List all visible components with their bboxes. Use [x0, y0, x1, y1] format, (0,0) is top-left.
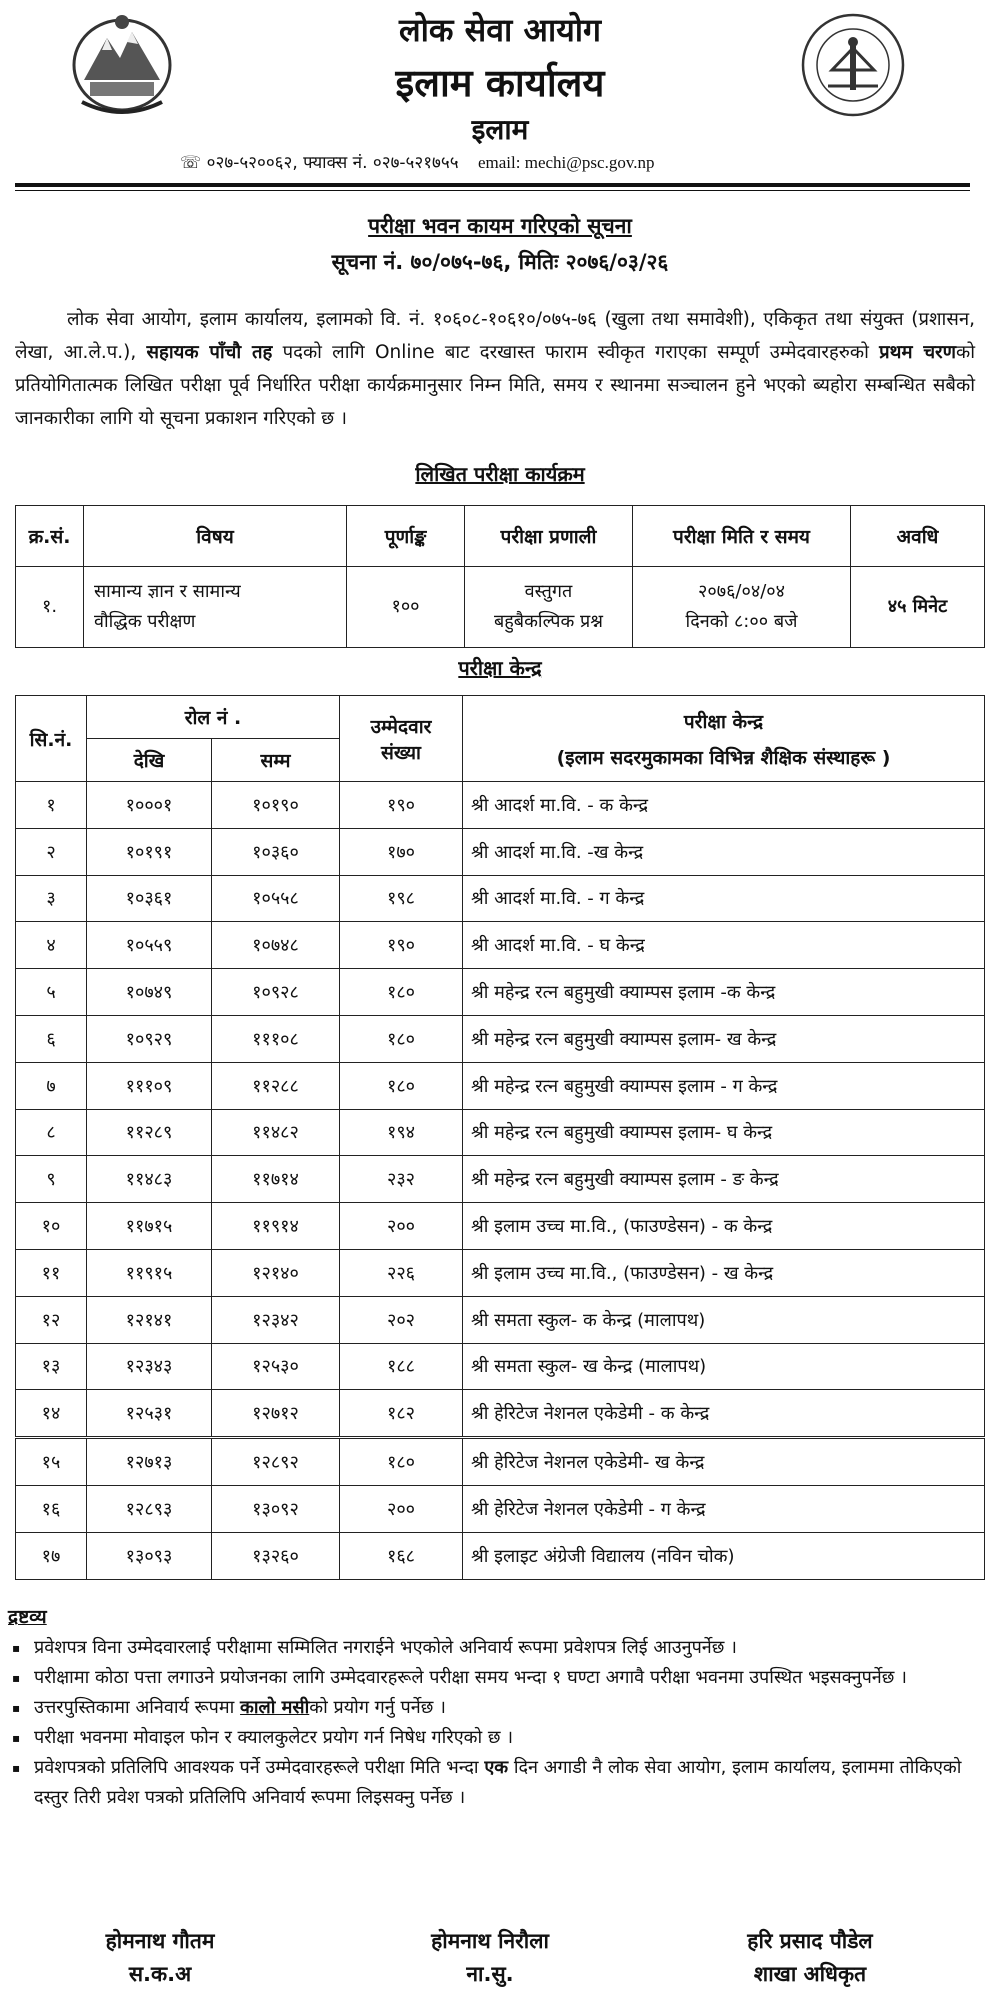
cell-candidate-count: १८०	[340, 1062, 463, 1109]
col-roll-to: सम्म	[212, 739, 340, 782]
intro-post-level: सहायक पाँचौ तह	[146, 342, 273, 363]
cell-roll-to: १०९२८	[212, 969, 340, 1016]
cell-sn: १३	[16, 1343, 87, 1390]
cell-sn: ३	[16, 875, 87, 922]
table-row	[16, 969, 985, 1016]
cell-roll-from: १२८९३	[87, 1485, 212, 1532]
cell-exam-center: श्री आदर्श मा.वि. - घ केन्द्र	[463, 922, 985, 969]
cell-sn: १२	[16, 1296, 87, 1343]
cell-exam-center: श्री महेन्द्र रत्न बहुमुखी क्याम्पस इलाम- घ केन्द्र	[463, 1109, 985, 1156]
intro-text: लोक सेवा आयोग, इलाम कार्यालय, इलामको वि. नं. १०६०८-१०६१०/०७५-७६ (खुला तथा समावेशी), एकिकृत तथा संयुक्त (प्रशासन, लेखा, आ.ले.प.),	[15, 309, 975, 363]
col-exam-center	[463, 696, 985, 782]
office-location: इलाम	[471, 113, 529, 146]
col-roll-from: देखि	[87, 739, 212, 782]
cell-exam-date-time	[633, 567, 851, 648]
cell-roll-from: १०९२९	[87, 1015, 212, 1062]
cell-candidate-count: २००	[340, 1203, 463, 1250]
cell-sn: ६	[16, 1015, 87, 1062]
cell-sn: १	[16, 782, 87, 829]
cell-roll-to: १११०८	[212, 1015, 340, 1062]
col-exam-date-time: परीक्षा मिति र समय	[633, 506, 851, 567]
cell-exam-center: श्री समता स्कुल- क केन्द्र (मालापथ)	[463, 1296, 985, 1343]
table-row	[16, 1343, 985, 1390]
cell-roll-to: १२१४०	[212, 1249, 340, 1296]
cell-exam-system	[465, 567, 633, 648]
cell-candidate-count: २०२	[340, 1296, 463, 1343]
cell-sn: ५	[16, 969, 87, 1016]
table-row	[16, 1203, 985, 1250]
exam-time: दिनको ८:०० बजे	[685, 611, 798, 632]
cell-full-marks: १००	[347, 567, 465, 648]
cell-candidate-count: १९८	[340, 875, 463, 922]
cell-roll-to: १२३४२	[212, 1296, 340, 1343]
cell-roll-to: १३२६०	[212, 1532, 340, 1579]
table-header-row	[16, 696, 985, 739]
note-item	[8, 1693, 978, 1723]
cell-candidate-count: १९०	[340, 922, 463, 969]
count-header-line: संख्या	[381, 741, 421, 764]
intro-text: को प्रतियोगितात्मक लिखित परीक्षा पूर्व निर्धारित परीक्षा कार्यक्रमानुसार निम्न मिति, समय र स्थानमा सञ्चालन हुने भएको ब्यहोरा सम्बन्धित सबैको जानकारीका लागि यो सूचना प्रकाशन गरिएको छ ।	[15, 342, 976, 429]
cell-roll-from: ११२८९	[87, 1109, 212, 1156]
cell-roll-from: १११०९	[87, 1062, 212, 1109]
cell-sn: ४	[16, 922, 87, 969]
table-row	[16, 875, 985, 922]
notice-number-date: सूचना नं. ७०/०७५-७६, मितिः २०७६/०३/२६	[331, 250, 669, 274]
note-item: ▪ परीक्षामा कोठा पत्ता लगाउने प्रयोजनका लागि उम्मेदवारहरूले परीक्षा समय भन्दा १ घण्टा अगावै परीक्षा भवनमा उपस्थित भइसक्नुपर्नेछ ।	[8, 1663, 978, 1693]
table-row	[16, 1109, 985, 1156]
cell-roll-from: ११७१५	[87, 1203, 212, 1250]
system-line: वस्तुगत	[524, 581, 573, 602]
telephone-icon: ☏	[180, 153, 202, 173]
cell-duration: ४५ मिनेट	[851, 567, 985, 648]
notice-title: परीक्षा भवन कायम गरिएको सूचना	[368, 214, 632, 238]
count-header-line: उम्मेदवार	[370, 715, 432, 738]
table-row	[16, 1438, 985, 1486]
signature-block	[60, 1925, 260, 1991]
cell-roll-to: १०५५८	[212, 875, 340, 922]
notes-list	[8, 1633, 978, 1813]
table-row	[16, 782, 985, 829]
signatory-name: होमनाथ गौतम	[105, 1929, 215, 1953]
cell-roll-to: ११९१४	[212, 1203, 340, 1250]
cell-sn: १.	[16, 567, 84, 648]
cell-roll-from: ११४८३	[87, 1156, 212, 1203]
table-row	[16, 1015, 985, 1062]
signatory-title: शाखा अधिकृत	[753, 1962, 867, 1986]
cell-sn: १४	[16, 1390, 87, 1438]
cell-roll-to: १०१९०	[212, 782, 340, 829]
cell-roll-to: १२८९२	[212, 1438, 340, 1486]
table-row	[16, 1156, 985, 1203]
col-subject: विषय	[84, 506, 347, 567]
cell-exam-center: श्री इलाम उच्च मा.वि., (फाउण्डेसन) - ख केन्द्र	[463, 1249, 985, 1296]
notes-title: द्रष्टव्य	[8, 1606, 47, 1628]
cell-sn: १५	[16, 1438, 87, 1486]
cell-roll-from: १२१४१	[87, 1296, 212, 1343]
cell-candidate-count: १९०	[340, 782, 463, 829]
office-name: इलाम कार्यालय	[395, 61, 605, 105]
cell-exam-center: श्री आदर्श मा.वि. - क केन्द्र	[463, 782, 985, 829]
cell-subject	[84, 567, 347, 648]
cell-exam-center: श्री हेरिटेज नेशनल एकेडेमी- ख केन्द्र	[463, 1438, 985, 1486]
note-emphasis: कालो मसी	[240, 1697, 310, 1718]
cell-roll-to: १२५३०	[212, 1343, 340, 1390]
signature-block	[700, 1925, 920, 1991]
col-duration: अवधि	[851, 506, 985, 567]
table-row	[16, 1296, 985, 1343]
cell-roll-from: ११९१५	[87, 1249, 212, 1296]
subject-line: वौद्धिक परीक्षण	[94, 611, 196, 632]
cell-candidate-count: २३२	[340, 1156, 463, 1203]
cell-exam-center: श्री समता स्कुल- ख केन्द्र (मालापथ)	[463, 1343, 985, 1390]
cell-candidate-count: १८२	[340, 1390, 463, 1438]
phone-fax: ०२७-५२००६२, फ्याक्स नं. ०२७-५२१७५५	[206, 153, 459, 173]
cell-roll-from: १०००१	[87, 782, 212, 829]
cell-candidate-count: २२६	[340, 1249, 463, 1296]
cell-roll-from: १२७१३	[87, 1438, 212, 1486]
cell-exam-center: श्री महेन्द्र रत्न बहुमुखी क्याम्पस इलाम - ङ केन्द्र	[463, 1156, 985, 1203]
cell-roll-from: १०५५९	[87, 922, 212, 969]
cell-sn: १०	[16, 1203, 87, 1250]
cell-roll-to: १०३६०	[212, 828, 340, 875]
table-row	[16, 922, 985, 969]
cell-sn: १७	[16, 1532, 87, 1579]
table-row	[16, 828, 985, 875]
table-row	[16, 567, 985, 648]
cell-roll-to: १०७४८	[212, 922, 340, 969]
cell-candidate-count: १७०	[340, 828, 463, 875]
cell-roll-from: १०३६१	[87, 875, 212, 922]
written-exam-table	[15, 505, 985, 648]
cell-sn: ११	[16, 1249, 87, 1296]
intro-phase: प्रथम चरण	[879, 342, 957, 363]
subject-line: सामान्य ज्ञान र सामान्य	[94, 581, 241, 602]
cell-sn: ९	[16, 1156, 87, 1203]
cell-sn: ८	[16, 1109, 87, 1156]
cell-candidate-count: १८०	[340, 1015, 463, 1062]
note-item: ▪ प्रवेशपत्र विना उम्मेदवारलाई परीक्षामा सम्मिलित नगराईने भएकोले अनिवार्य रूपमा प्रवेशपत्र लिई आउनुपर्नेछ ।	[8, 1633, 978, 1663]
cell-sn: ७	[16, 1062, 87, 1109]
note-text: प्रवेशपत्रको प्रतिलिपि आवश्यक पर्ने उम्मेदवारहरूले परीक्षा मिति भन्दा	[34, 1757, 485, 1778]
cell-roll-to: १३०९२	[212, 1485, 340, 1532]
col-candidate-count	[340, 696, 463, 782]
cell-candidate-count: १९४	[340, 1109, 463, 1156]
cell-candidate-count: १८०	[340, 1438, 463, 1486]
cell-exam-center: श्री इलाम उच्च मा.वि., (फाउण्डेसन) - क केन्द्र	[463, 1203, 985, 1250]
cell-exam-center: श्री आदर्श मा.वि. -ख केन्द्र	[463, 828, 985, 875]
signatory-name: हरि प्रसाद पौडेल	[747, 1929, 873, 1953]
col-sn: क्र.सं.	[16, 506, 84, 567]
email-address: email: mechi@psc.gov.np	[477, 153, 655, 172]
signatory-title: स.क.अ	[128, 1962, 192, 1986]
exam-centers-title: परीक्षा केन्द्र	[458, 656, 542, 680]
cell-exam-center: श्री महेन्द्र रत्न बहुमुखी क्याम्पस इलाम -क केन्द्र	[463, 969, 985, 1016]
exam-date: २०७६/०४/०४	[697, 581, 785, 602]
center-header-line: (इलाम सदरमुकामका विभिन्न शैक्षिक संस्थाहरू )	[556, 746, 891, 769]
table-row	[16, 1249, 985, 1296]
col-full-marks: पूर्णाङ्क	[347, 506, 465, 567]
cell-exam-center: श्री हेरिटेज नेशनल एकेडेमी - ग केन्द्र	[463, 1485, 985, 1532]
cell-roll-from: १०७४९	[87, 969, 212, 1016]
note-item	[8, 1753, 978, 1813]
cell-roll-from: १२५३१	[87, 1390, 212, 1438]
note-text: दिन अगाडी नै लोक सेवा आयोग, इलाम कार्यालय, इलाममा तोकिएको दस्तुर तिरी प्रवेश पत्रको प्रतिलिपि अनिवार्य रूपमा लिइसक्नु पर्नेछ ।	[34, 1757, 962, 1808]
signatory-name: होमनाथ निरौला	[431, 1929, 549, 1953]
cell-roll-from: १३०९३	[87, 1532, 212, 1579]
cell-sn: २	[16, 828, 87, 875]
cell-roll-to: ११४८२	[212, 1109, 340, 1156]
note-emphasis: एक	[484, 1757, 509, 1778]
written-exam-title: लिखित परीक्षा कार्यक्रम	[415, 462, 585, 486]
note-item: ▪ परीक्षा भवनमा मोवाइल फोन र क्यालकुलेटर प्रयोग गर्न निषेध गरिएको छ ।	[8, 1723, 978, 1753]
cell-roll-from: १०१९१	[87, 828, 212, 875]
intro-text: पदको लागि Online बाट दरखास्त फाराम स्वीकृत गराएका सम्पूर्ण उम्मेदवारहरुको	[272, 342, 880, 363]
notice-intro-paragraph	[15, 303, 975, 435]
cell-roll-to: ११२८८	[212, 1062, 340, 1109]
contact-line	[180, 150, 654, 173]
header-divider-thick	[15, 183, 970, 187]
table-row	[16, 1532, 985, 1579]
org-name: लोक सेवा आयोग	[398, 11, 602, 49]
system-line: बहुबैकल्पिक प्रश्न	[493, 611, 604, 632]
cell-exam-center: श्री महेन्द्र रत्न बहुमुखी क्याम्पस इलाम - ग केन्द्र	[463, 1062, 985, 1109]
center-header-line: परीक्षा केन्द्र	[683, 710, 764, 733]
col-sn: सि.नं.	[16, 696, 87, 782]
cell-candidate-count: १६८	[340, 1532, 463, 1579]
cell-roll-to: ११७१४	[212, 1156, 340, 1203]
cell-exam-center: श्री महेन्द्र रत्न बहुमुखी क्याम्पस इलाम- ख केन्द्र	[463, 1015, 985, 1062]
table-header-row	[16, 506, 985, 567]
note-text: को प्रयोग गर्नु पर्नेछ ।	[309, 1697, 446, 1718]
cell-roll-to: १२७१२	[212, 1390, 340, 1438]
cell-sn: १६	[16, 1485, 87, 1532]
table-row	[16, 1062, 985, 1109]
cell-candidate-count: १८०	[340, 969, 463, 1016]
cell-exam-center: श्री आदर्श मा.वि. - ग केन्द्र	[463, 875, 985, 922]
cell-candidate-count: १८८	[340, 1343, 463, 1390]
table-row	[16, 1485, 985, 1532]
signatory-title: ना.सु.	[466, 1962, 514, 1986]
exam-centers-table	[15, 695, 985, 1580]
cell-candidate-count: २००	[340, 1485, 463, 1532]
signature-block	[390, 1925, 590, 1991]
cell-roll-from: १२३४३	[87, 1343, 212, 1390]
col-exam-system: परीक्षा प्रणाली	[465, 506, 633, 567]
cell-exam-center: श्री इलाइट अंग्रेजी विद्यालय (नविन चोक)	[463, 1532, 985, 1579]
col-roll-number: रोल नं .	[87, 696, 340, 739]
header-divider-thin	[15, 190, 970, 191]
note-text: उत्तरपुस्तिकामा अनिवार्य रूपमा	[34, 1697, 241, 1718]
cell-exam-center: श्री हेरिटेज नेशनल एकेडेमी - क केन्द्र	[463, 1390, 985, 1438]
table-row	[16, 1390, 985, 1438]
